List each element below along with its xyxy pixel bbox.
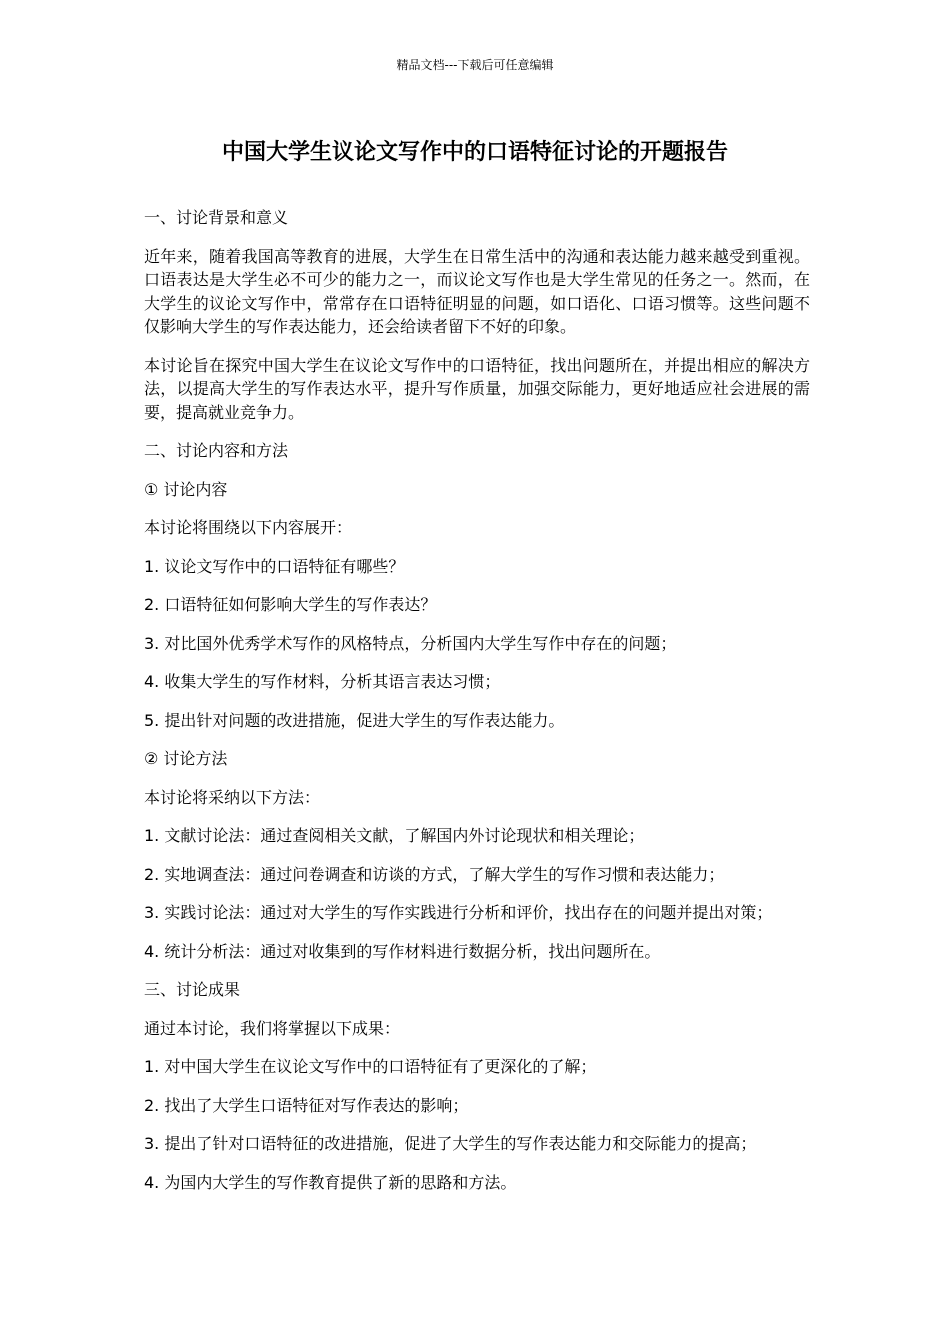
- subheading-content: ① 讨论内容: [144, 479, 228, 499]
- list-item-content: 3. 对比国外优秀学术写作的风格特点，分析国内大学生写作中存在的问题；: [144, 633, 677, 653]
- document-title: 中国大学生议论文写作中的口语特征讨论的开题报告: [221, 140, 728, 165]
- list-item-method: 1. 文献讨论法：通过查阅相关文献，了解国内外讨论现状和相关理论；: [144, 826, 645, 845]
- section-heading-content-method: 二、讨论内容和方法: [144, 441, 289, 460]
- subheading-method: ② 讨论方法: [144, 749, 228, 768]
- list-item-result: 2. 找出了大学生口语特征对写作表达的影响；: [144, 1095, 469, 1115]
- document-body: [144, 206, 810, 1209]
- list-item-content: 2. 口语特征如何影响大学生的写作表达？: [144, 595, 437, 614]
- page-header: 精品文档---下载后可任意编辑: [396, 58, 554, 72]
- list-item-content: 5. 提出针对问题的改进措施，促进大学生的写作表达能力。: [144, 710, 565, 730]
- paragraph-purpose: 本讨论旨在探究中国大学生在议论文写作中的口语特征，找出问题所在，并提出相应的解决方法，以提高大学生的写作表达水平，提升写作质量，加强交际能力，更好地适应社会进展的需要，提高就业竞争力。: [144, 355, 810, 422]
- list-item-method: 3. 实践讨论法：通过对大学生的写作实践进行分析和评价，找出存在的问题并提出对策；: [144, 903, 773, 922]
- section-heading-results: 三、讨论成果: [144, 980, 241, 999]
- results-intro: 通过本讨论，我们将掌握以下成果：: [144, 1018, 401, 1038]
- content-intro: 本讨论将围绕以下内容展开：: [144, 518, 353, 537]
- list-item-content: 4. 收集大学生的写作材料，分析其语言表达习惯；: [144, 672, 501, 691]
- section-heading-background: 一、讨论背景和意义: [144, 208, 289, 227]
- list-item-result: 3. 提出了针对口语特征的改进措施，促进了大学生的写作表达能力和交际能力的提高；: [144, 1134, 757, 1153]
- list-item-method: 4. 统计分析法：通过对收集到的写作材料进行数据分析，找出问题所在。: [144, 941, 661, 961]
- list-item-method: 2. 实地调查法：通过问卷调查和访谈的方式，了解大学生的写作习惯和表达能力；: [144, 864, 725, 884]
- list-item-result: 1. 对中国大学生在议论文写作中的口语特征有了更深化的了解；: [144, 1057, 597, 1076]
- method-intro: 本讨论将采纳以下方法：: [144, 787, 321, 807]
- list-item-content: 1. 议论文写作中的口语特征有哪些？: [144, 556, 405, 576]
- paragraph-background: 近年来，随着我国高等教育的进展，大学生在日常生活中的沟通和表达能力越来越受到重视。口语表达是大学生必不可少的能力之一，而议论文写作也是大学生常见的任务之一。然而，在大学生的议论文写作中，常常存在口语特征明显的问题，如口语化、口语习惯等。这些问题不仅影响大学生的写作表达能力，还会给读者留下不好的印象。: [144, 246, 810, 336]
- list-item-result: 4. 为国内大学生的写作教育提供了新的思路和方法。: [144, 1172, 517, 1192]
